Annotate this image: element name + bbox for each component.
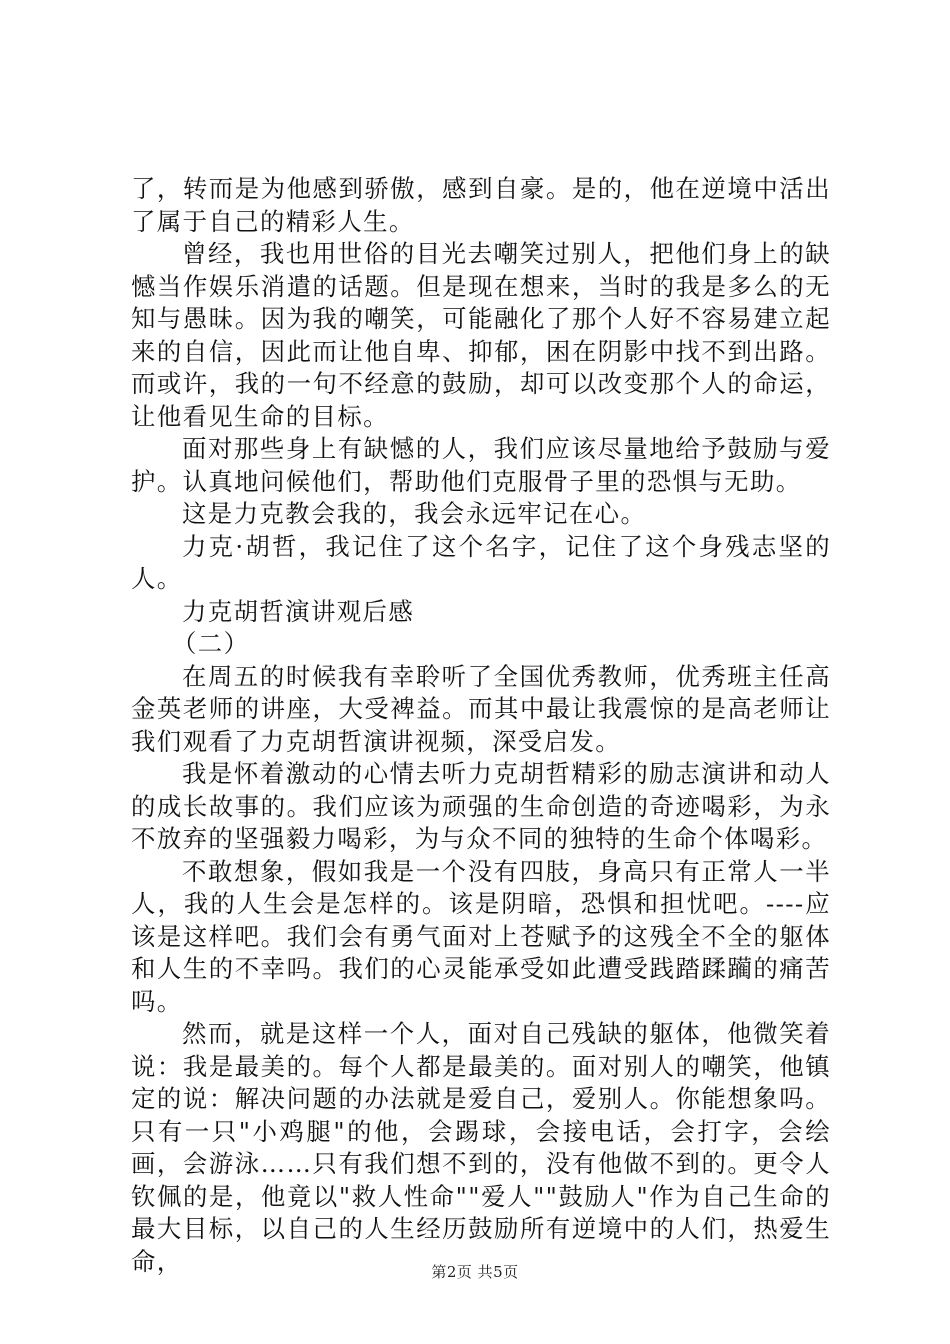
paragraph: 在周五的时候我有幸聆听了全国优秀教师，优秀班主任高金英老师的讲座，大受裨益。而其中最让我震惊的是高老师让我们观看了力克胡哲演讲视频，深受启发。 (131, 661, 831, 756)
paragraph: 曾经，我也用世俗的目光去嘲笑过别人，把他们身上的缺憾当作娱乐消遣的话题。但是现在想来，当时的我是多么的无知与愚昧。因为我的嘲笑，可能融化了那个人好不容易建立起来的自信，因此而让他自卑、抑郁，困在阴影中找不到出路。而或许，我的一句不经意的鼓励，却可以改变那个人的命运，让他看见生命的目标。 (131, 239, 831, 431)
paragraph: 这是力克教会我的，我会永远牢记在心。 (182, 499, 647, 528)
section-number: （二） (172, 629, 250, 658)
page-footer: 第2页 共5页 (431, 1263, 519, 1281)
document-body (131, 173, 831, 1278)
paragraph: 面对那些身上有缺憾的人，我们应该尽量地给予鼓励与爱护。认真地问候他们，帮助他们克服骨子里的恐惧与无助。 (131, 434, 831, 496)
paragraph-continuation: 了，转而是为他感到骄傲，感到自豪。是的，他在逆境中活出了属于自己的精彩人生。 (131, 174, 831, 236)
paragraph: 然而，就是这样一个人，面对自己残缺的躯体，他微笑着说：我是最美的。每个人都是最美的。面对别人的嘲笑，他镇定的说：解决问题的办法就是爱自己，爱别人。你能想象吗。只有一只"小鸡腿"的他，会踢球，会接电话，会打字，会绘画，会游泳……只有我们想不到的，没有他做不到的。更令人钦佩的是，他竟以"救人性命""爱人""鼓励人"作为自己生命的最大目标，以自己的人生经历鼓励所有逆境中的人们，热爱生命， (131, 1019, 831, 1276)
section-title: 力克胡哲演讲观后感 (182, 596, 415, 626)
paragraph: 我是怀着激动的心情去听力克胡哲精彩的励志演讲和动人的成长故事的。我们应该为顽强的生命创造的奇迹喝彩，为永不放弃的坚强毅力喝彩，为与众不同的独特的生命个体喝彩。 (131, 759, 831, 853)
paragraph: 力克·胡哲，我记住了这个名字，记住了这个身残志坚的人。 (131, 531, 831, 593)
paragraph: 不敢想象，假如我是一个没有四肢，身高只有正常人一半人，我的人生会是怎样的。该是阴暗，恐惧和担忧吧。----应该是这样吧。我们会有勇气面对上苍赋予的这残全不全的躯体和人生的不幸吗。我们的心灵能承受如此遭受践踏蹂躏的痛苦吗。 (131, 856, 831, 1016)
